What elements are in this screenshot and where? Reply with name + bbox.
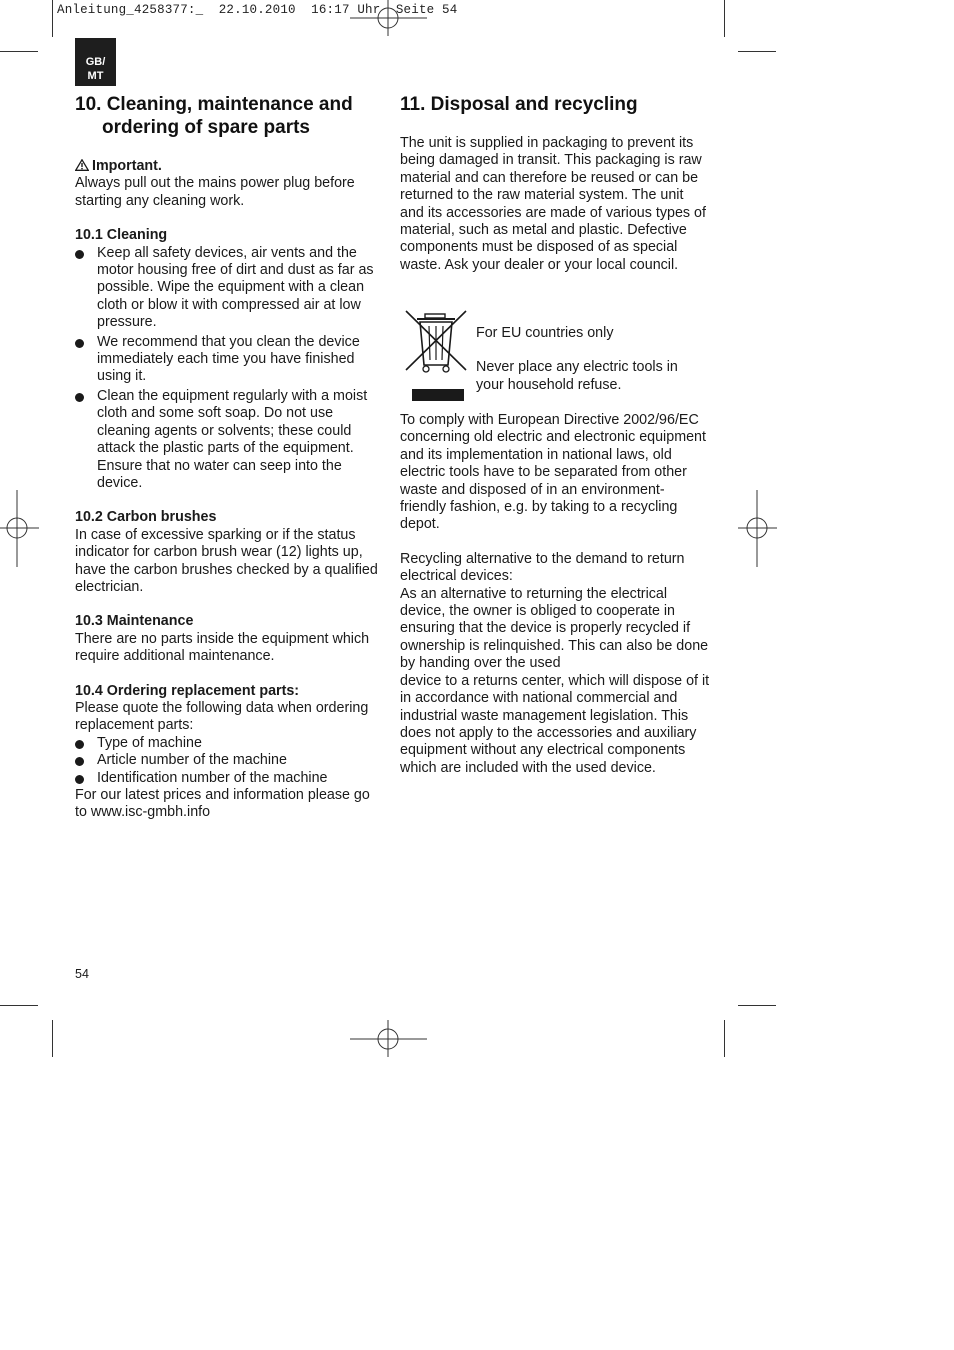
registration-mark-bottom <box>350 1020 428 1058</box>
important-heading <box>75 158 385 175</box>
list-item-text: Clean the equipment regularly with a moist cloth and some soft soap. Do not use cleaning agents or solvents; these could attack the plastic parts of the equipment. Ensure that no water can seep into the device. <box>97 387 368 491</box>
subsection-10-2-title: 10.2 Carbon brushes <box>75 509 217 526</box>
ordering-list <box>75 735 385 787</box>
bullet-icon <box>75 339 84 348</box>
list-item <box>75 735 385 752</box>
right-column <box>400 93 710 274</box>
directive-paragraph: To comply with European Directive 2002/96/EC concerning old electric and electronic equipment and its implementation in national laws, old electric tools have to be separated from other waste and disposed of in an environment-friendly fashion, e.g. by taking to a recycling depot. <box>400 412 706 533</box>
subsection-10-3-title: 10.3 Maintenance <box>75 613 194 630</box>
recycling-alt-heading: Recycling alternative to the demand to return electrical devices: <box>400 550 685 585</box>
list-item-text: We recommend that you clean the device immediately each time you have finished using it. <box>97 333 360 385</box>
section-10-number: 10. <box>75 94 102 115</box>
recycling-alt-text-1: As an alternative to returning the electrical device, the owner is obliged to cooperate in ensuring that the device is properly recycled if ownership is relinquished. This can also be done by handing over the used <box>400 585 709 672</box>
bullet-icon <box>75 250 84 259</box>
bullet-icon <box>75 775 84 784</box>
list-item <box>75 388 385 492</box>
section-10-title <box>75 93 385 139</box>
bullet-icon <box>75 740 84 749</box>
registration-mark-right <box>738 490 778 568</box>
bullet-icon <box>75 393 84 402</box>
left-column <box>75 93 385 822</box>
subsection-10-1-title: 10.1 Cleaning <box>75 227 168 244</box>
list-item <box>75 334 385 386</box>
registration-mark-top <box>350 0 428 38</box>
list-item <box>75 752 385 769</box>
packaging-paragraph: The unit is supplied in packaging to prevent its being damaged in transit. This packaging is raw material and can therefore be reused or can be returned to the raw material system. The unit and its accessories are made of various types of material, such as metal and plastic. Defective components must be disposed of as special waste. Ask your dealer or your local council. <box>400 135 706 273</box>
carbon-brushes-text: In case of excessive sparking or if the status indicator for carbon brush wear (12) lights up, have the carbon brushes checked by a qualified electrician. <box>75 526 378 595</box>
list-item-text: Article number of the machine <box>97 752 287 769</box>
print-header: Anleitung_4258377:_ 22.10.2010 16:17 Uhr Seite 54 <box>57 3 458 17</box>
list-item <box>75 770 385 787</box>
registration-mark-left <box>0 490 40 568</box>
list-item-text: Identification number of the machine <box>97 769 328 786</box>
right-column-lower <box>400 412 710 777</box>
warning-triangle-icon <box>75 159 89 171</box>
ordering-outro: For our latest prices and information please go to www.isc-gmbh.info <box>75 787 370 821</box>
list-item <box>75 245 385 332</box>
maintenance-text: There are no parts inside the equipment which require additional maintenance. <box>75 630 370 665</box>
recycling-alt-text-2: device to a returns center, which will dispose of it in accordance with national commercial and industrial waste management legislation. This does not apply to the accessories and auxiliary equipment without any electrical components which are included with the used device. <box>400 672 710 776</box>
eu-only-text: For EU countries only <box>476 325 614 341</box>
important-text: Always pull out the mains power plug before starting any cleaning work. <box>75 175 355 209</box>
subsection-10-4-title: 10.4 Ordering replacement parts: <box>75 682 300 699</box>
badge-line-2: MT <box>87 70 104 82</box>
bullet-icon <box>75 757 84 766</box>
page-number: 54 <box>75 967 89 981</box>
eu-never-text: Never place any electric tools in your household refuse. <box>476 359 678 393</box>
badge-line-1: GB/ <box>85 56 106 68</box>
list-item-text: Type of machine <box>97 734 202 751</box>
cleaning-list <box>75 245 385 493</box>
eu-notice <box>476 325 706 394</box>
section-10-title-text: Cleaning, maintenance and ordering of spare parts <box>102 94 353 138</box>
section-11-title: 11. Disposal and recycling <box>400 94 638 115</box>
crossed-out-bin-icon <box>403 308 469 403</box>
important-label: Important. <box>92 158 162 174</box>
list-item-text: Keep all safety devices, air vents and the motor housing free of dirt and dust as far as possible. Wipe the equipment with a clean cloth or blow it with compressed air at low pressure. <box>97 244 374 331</box>
ordering-intro: Please quote the following data when ordering replacement parts: <box>75 699 369 734</box>
language-badge <box>75 38 116 86</box>
